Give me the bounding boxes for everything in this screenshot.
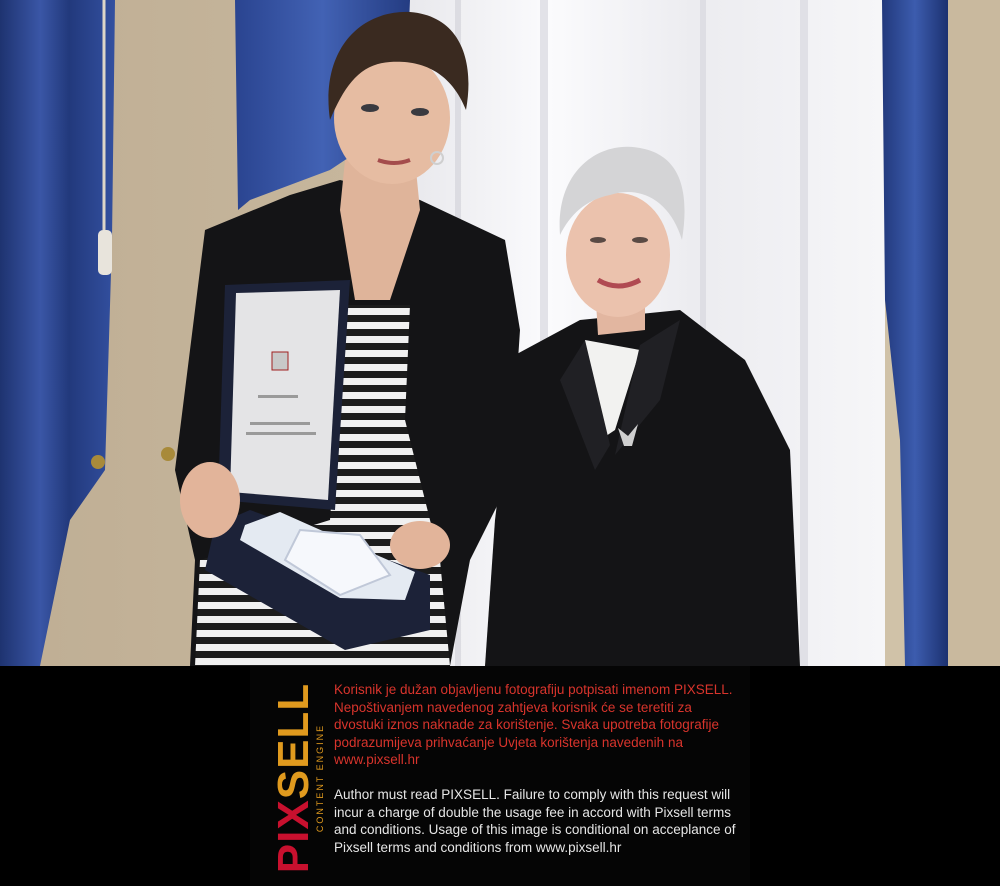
notice-english: Author must read PIXSELL. Failure to comply with this request will incur a charge of double the usage fee in accord with Pixsell terms and conditions. Usage of this image is conditional on acceplance of Pixsell terms and conditions from www.pixsell.hr bbox=[334, 787, 736, 855]
pixsell-logo bbox=[262, 676, 326, 880]
logo-sell: SELL bbox=[269, 682, 318, 800]
notice-croatian: Korisnik je dužan objavljenu fotografiju potpisati imenom PIXSELL. Nepoštivanjem navedenog zahtjeva korisnik će se teretiti za dvostuki iznos naknade za korištenje. Svaka upotreba fotografije podrazumijeva prihvaćanje Uvjeta korištenja navedenih na www.pixsell.hr bbox=[334, 682, 733, 767]
pixsell-logo-wordmark bbox=[269, 682, 318, 874]
logo-tagline: CONTENT ENGINE bbox=[315, 723, 325, 833]
logo-pix: PIX bbox=[269, 799, 318, 874]
